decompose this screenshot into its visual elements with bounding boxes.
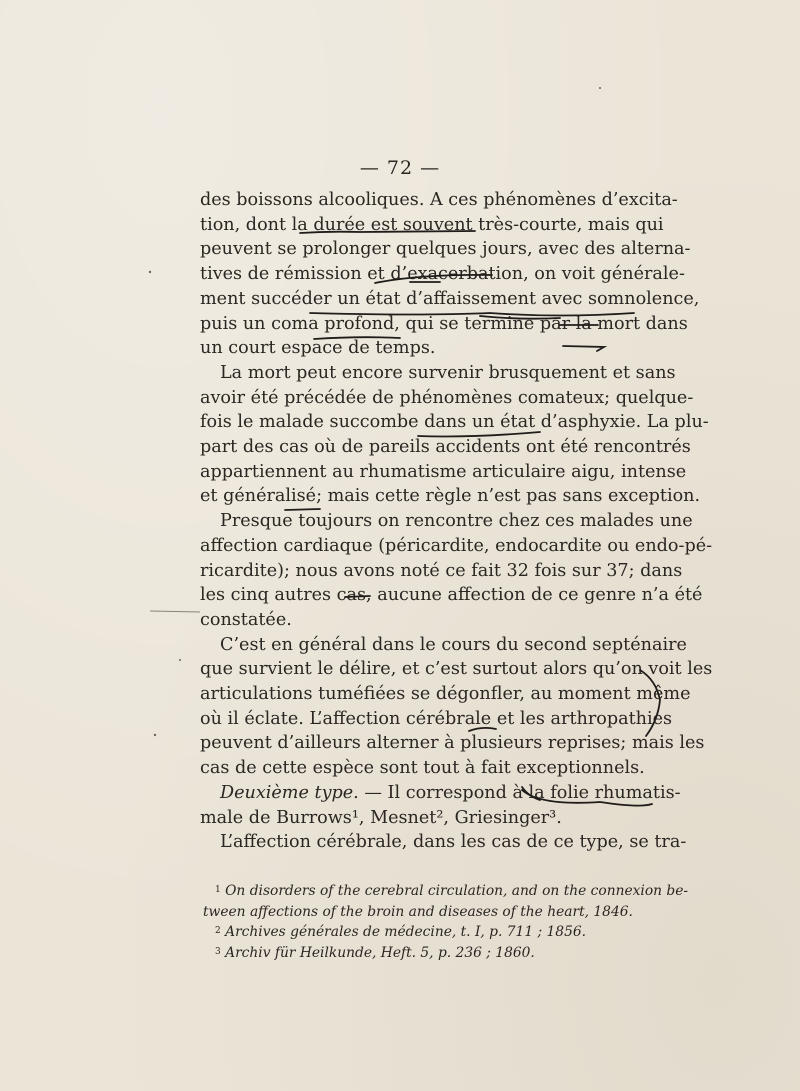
stray-mark — [149, 271, 151, 273]
footnotes — [203, 881, 689, 963]
body-text — [200, 188, 713, 855]
text-line: male de Burrows¹, Mesnet², Griesinger³. — [200, 807, 562, 828]
text-line: ricardite); nous avons noté ce fait 32 fois sur 37; dans — [200, 560, 683, 581]
text-line: constatée. — [200, 609, 292, 630]
text-line: avoir été précédée de phénomènes comateux; quelque- — [200, 387, 694, 408]
text-line: tion, dont la durée est souvent très-courte, mais qui — [200, 214, 664, 235]
footnote-1-cont: tween affections of the broin and diseases of the heart, 1846. — [203, 903, 633, 920]
section-heading: Deuxième type. — [220, 782, 359, 803]
footnote-text: Archiv für Heilkunde, Heft. 5, p. 236 ; 1860. — [225, 944, 535, 961]
stray-mark — [154, 734, 156, 736]
text-line: part des cas où de pareils accidents ont été rencontrés — [200, 437, 691, 458]
text-line: les cinq autres cas, aucune affection de ce genre n’a été — [200, 585, 703, 606]
text-line: affection cardiaque (péricardite, endocardite ou endo-pé- — [200, 535, 713, 556]
paragraph-2 — [200, 361, 709, 509]
text-line: L’affection cérébrale, dans les cas de ce type, se tra- — [220, 832, 687, 853]
text-line: La mort peut encore survenir brusquement et sans — [220, 362, 676, 383]
text-line: puis un coma profond, qui se termine par la mort dans — [200, 313, 688, 334]
text-line — [200, 781, 681, 806]
text-line: peuvent se prolonger quelques jours, avec des alterna- — [200, 239, 691, 260]
text-line: tives de rémission et d’exacerbation, on voit générale- — [200, 264, 685, 285]
footnote-3 — [215, 943, 643, 964]
paragraph-3 — [200, 509, 713, 633]
footnote-text: On disorders of the cerebral circulation, and on the connexion be- — [225, 883, 689, 899]
text-line: un court espace de temps. — [200, 338, 436, 359]
text-line: cas de cette espèce sont tout à fait exceptionnels. — [200, 758, 645, 779]
footnote-1 — [215, 881, 689, 902]
text-line: fois le malade succombe dans un état d’asphyxie. La plu- — [200, 412, 709, 433]
footnote-marker: 1 — [215, 885, 221, 895]
text-line: où il éclate. L’affection cérébrale et les arthropathies — [200, 708, 673, 729]
paragraph-6 — [200, 830, 687, 855]
paragraph-5 — [200, 781, 681, 830]
text-line: et généralisé; mais cette règle n’est pas sans exception. — [200, 486, 701, 507]
text-line: appartiennent au rhumatisme articulaire aigu, intense — [200, 461, 687, 482]
footnote-2 — [215, 922, 643, 943]
paragraph-4 — [200, 633, 713, 781]
footnote-marker: 2 — [215, 926, 221, 936]
footnote-marker: 3 — [215, 946, 221, 957]
page-number: — 72 — — [359, 157, 441, 179]
text-line: Presque toujours on rencontre chez ces malades une — [220, 511, 693, 532]
stray-mark — [599, 87, 601, 89]
text-line: C’est en général dans le cours du second septénaire — [220, 634, 687, 655]
text-line: des boissons alcooliques. A ces phénomènes d’excita- — [200, 190, 678, 210]
text-line: peuvent d’ailleurs alterner à plusieurs reprises; mais les — [200, 733, 705, 754]
text-line: ment succéder un état d’affaissement avec somnolence, — [200, 288, 700, 309]
stray-mark — [179, 659, 181, 661]
text-line: que survient le délire, et c’est surtout alors qu’on voit les — [200, 659, 713, 680]
footnote-text: Archives générales de médecine, t. I, p. 711 ; 1856. — [225, 924, 587, 940]
text-span: — Il correspond à la folie rhumatis- — [358, 782, 681, 803]
paragraph-1 — [200, 188, 700, 361]
margin-dash — [150, 611, 200, 612]
text-line: articulations tuméfiées se dégonfler, au moment même — [200, 684, 691, 705]
